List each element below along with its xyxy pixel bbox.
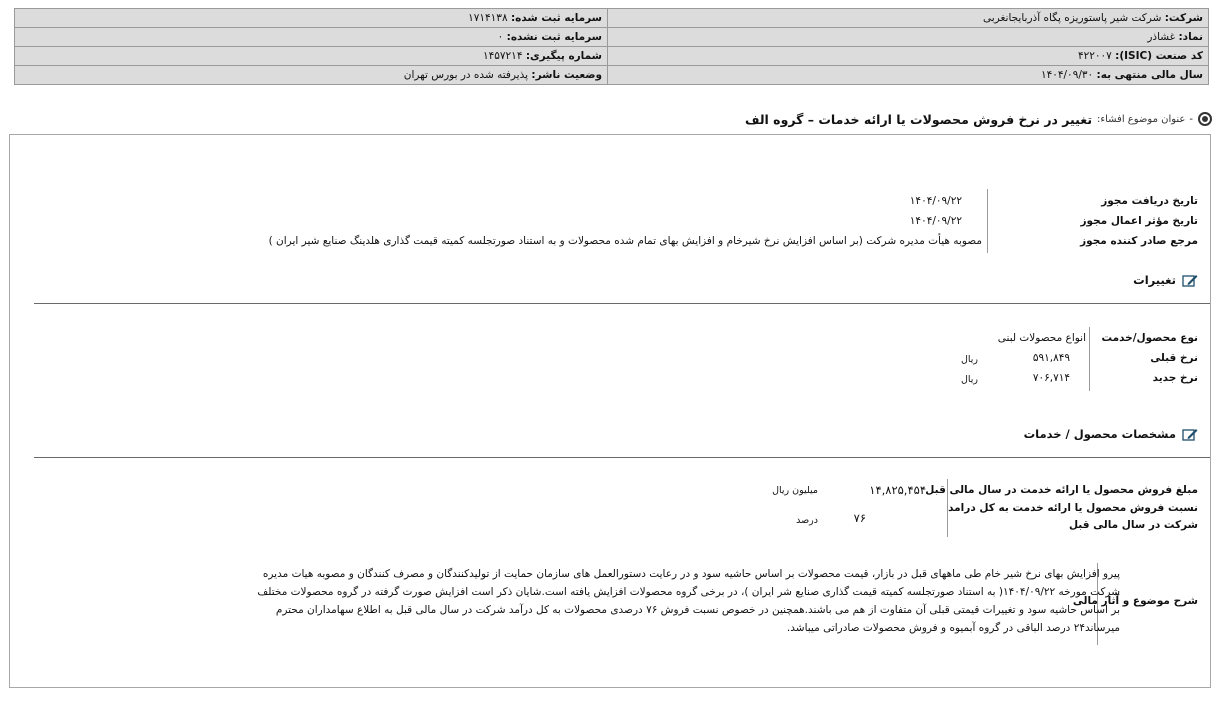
edit-icon <box>1182 273 1198 287</box>
effective-date-label: تاریخ مؤثر اعمال مجوز <box>1080 215 1198 227</box>
tracking-value: ۱۴۵۷۲۱۴ <box>482 50 523 62</box>
effective-date-value: ۱۴۰۴/۰۹/۲۲ <box>909 215 962 227</box>
receipt-date-value: ۱۴۰۴/۰۹/۲۲ <box>909 195 962 207</box>
prev-rate-value: ۵۹۱,۸۴۹ <box>1032 352 1070 364</box>
sales-label: مبلغ فروش محصول یا ارائه خدمت در سال مالی قبل <box>925 484 1198 496</box>
product-type-value: انواع محصولات لبنی <box>997 332 1086 344</box>
company-cell <box>608 9 1209 28</box>
fiscal-year-value: ۱۴۰۴/۰۹/۳۰ <box>1040 69 1094 81</box>
publisher-status-value: پذیرفته شده در بورس تهران <box>403 69 529 81</box>
product-type-label: نوع محصول/خدمت <box>1101 332 1198 344</box>
description-label: شرح موضوع و آثار مالی <box>1072 595 1198 607</box>
target-icon <box>1198 112 1212 126</box>
issuer-label: مرجع صادر کننده مجوز <box>1080 235 1198 247</box>
changes-divider <box>34 303 1210 304</box>
unregistered-capital-label: سرمایه ثبت نشده: <box>506 31 602 43</box>
registered-capital-label: سرمایه ثبت شده: <box>510 12 602 24</box>
ratio-label-line2: شرکت در سال مالی قبل <box>1068 519 1198 531</box>
registered-capital-cell <box>15 9 608 28</box>
subject-line <box>745 108 1212 130</box>
isic-label: کد صنعت (ISIC): <box>1115 50 1203 62</box>
issuer-value: مصوبه هیأت مدیره شرکت (بر اساس افزایش نرخ شیرخام و افزایش بهای تمام شده محصولات و به استناد صورتجلسه کمیته قیمت گذاری هلدینگ صنایع شیر ایران ) <box>268 235 982 247</box>
new-rate-value: ۷۰۶,۷۱۴ <box>1032 372 1070 384</box>
prev-rate-label: نرخ قبلی <box>1150 352 1198 364</box>
new-rate-unit: ریال <box>960 374 978 385</box>
license-separator <box>987 189 988 253</box>
description-line: میرساند۲۴ درصد الباقی در گروه آبمیوه و فروش محصولات صادراتی میباشد. <box>786 622 1120 634</box>
symbol-cell <box>608 28 1209 47</box>
changes-section-header <box>1133 273 1198 287</box>
company-label: شرکت: <box>1164 12 1203 24</box>
company-value: شرکت شیر پاستوریزه پگاه آذربایجانغربی <box>983 12 1162 24</box>
ratio-label-line1: نسبت فروش محصول یا ارائه خدمت به کل درامد <box>948 502 1198 514</box>
prev-rate-unit: ریال <box>960 354 978 365</box>
tracking-cell <box>15 47 608 66</box>
ratio-value: ۷۶ <box>853 511 866 525</box>
sales-value: ۱۴,۸۲۵,۴۵۴ <box>869 483 926 497</box>
registered-capital-value: ۱۷۱۴۱۳۸ <box>468 12 508 24</box>
description-line: پیرو افزایش بهای نرخ شیر خام طی ماههای قبل در بازار، قیمت محصولات بر اساس حاشیه سود و در رعایت دستورالعمل های سازمان حمایت از تولیدکنندگان و مصرف کنندگان و مصوبه هیات مدیره <box>262 568 1120 580</box>
unregistered-capital-cell <box>15 28 608 47</box>
product-specs-divider <box>34 457 1210 458</box>
fiscal-year-cell <box>608 66 1209 85</box>
symbol-label: نماد: <box>1178 31 1203 43</box>
license-labels <box>978 195 1198 255</box>
unregistered-capital-value: ۰ <box>497 31 504 43</box>
publisher-status-label: وضعیت ناشر: <box>531 69 602 81</box>
isic-cell <box>608 47 1209 66</box>
subject-title: تغییر در نرخ فروش محصولات یا ارائه خدمات – گروه الف <box>744 111 1093 127</box>
company-info-table <box>14 8 1209 85</box>
sales-unit: میلیون ریال <box>772 485 818 496</box>
product-specs-section-header <box>1024 427 1198 441</box>
subject-label: عنوان موضوع افشاء: <box>1097 113 1186 125</box>
changes-separator <box>1089 327 1090 391</box>
receipt-date-label: تاریخ دریافت مجوز <box>1101 195 1198 207</box>
ratio-unit: درصد <box>796 515 818 526</box>
edit-icon <box>1182 427 1198 441</box>
isic-value: ۴۲۲۰۰۷ <box>1077 50 1112 62</box>
publisher-status-cell <box>15 66 608 85</box>
product-specs-title: مشخصات محصول / خدمات <box>1023 427 1176 441</box>
description-text <box>110 565 1120 637</box>
symbol-value: غشاذر <box>1147 31 1176 43</box>
fiscal-year-label: سال مالی منتهی به: <box>1096 69 1203 81</box>
description-line: بر اساس حاشیه سود و تغییرات قیمتی قبلی آن متفاوت از هم می باشند.همچنین در خصوص نسبت فروش ۷۶ درصدی محصولات به کل درآمد شرکت در سال مالی قبل به اطلاع سهامداران محترم <box>275 604 1120 616</box>
description-line: شرکت مورخه ۱۴۰۴/۰۹/۲۲( به استناد صورتجلسه کمیته قیمت گذاری صنایع شر ایران )، در برخی گروه محصولات افزایش یافته است.شایان ذکر است افزایش صورت گرفته در گروه محصولات مختلف <box>257 586 1120 598</box>
disclosure-panel <box>9 134 1211 688</box>
new-rate-label: نرخ جدید <box>1152 372 1198 384</box>
specs-separator <box>947 479 948 537</box>
changes-title: تغییرات <box>1133 273 1176 287</box>
tracking-label: شماره پیگیری: <box>525 50 602 62</box>
dash-icon: - <box>1189 113 1193 125</box>
